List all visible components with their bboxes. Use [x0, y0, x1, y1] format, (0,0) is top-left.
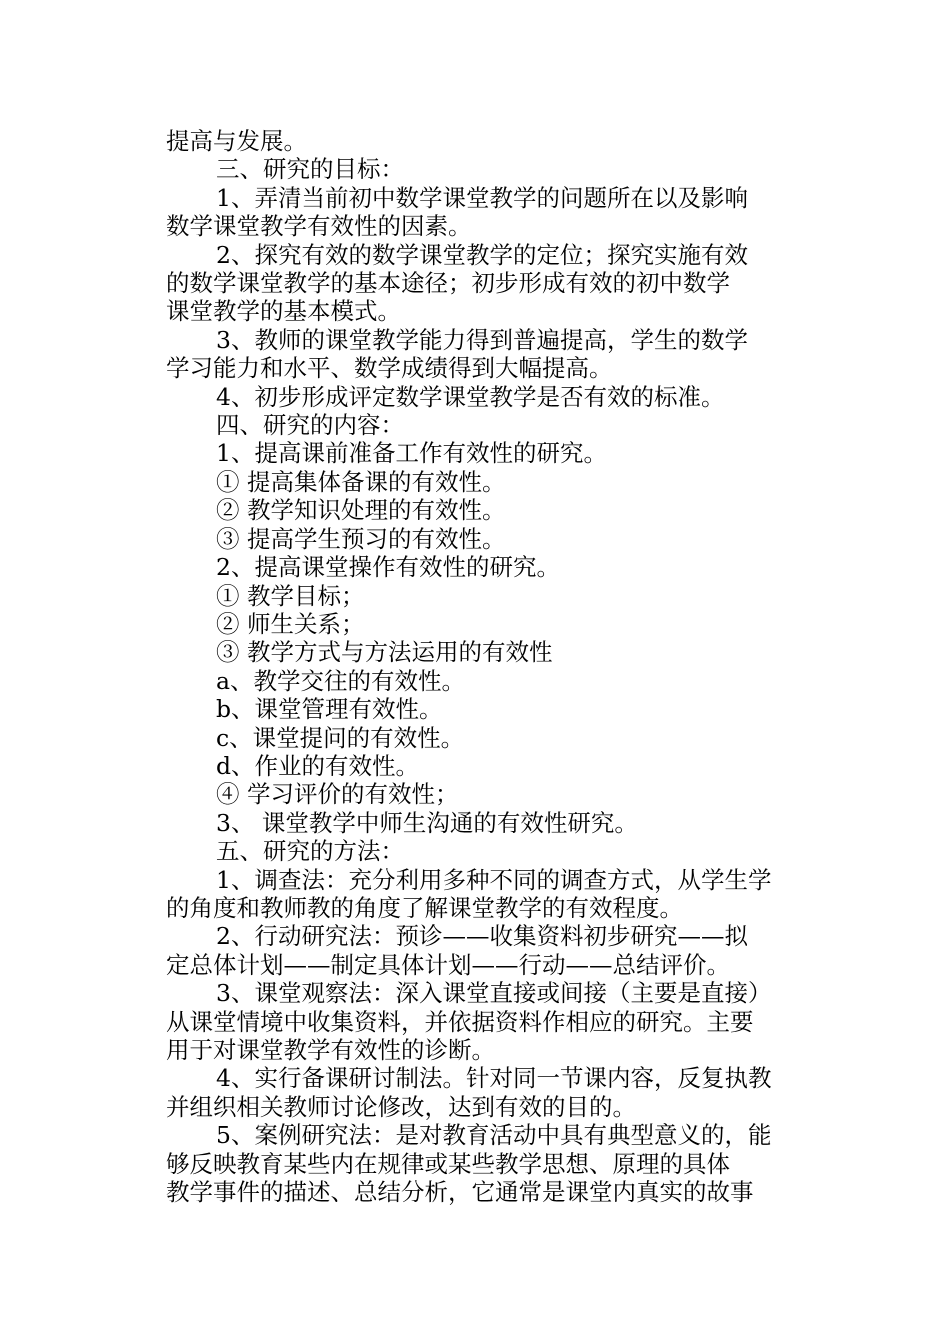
- text-line: 3、课堂观察法：深入课堂直接或间接（主要是直接）: [216, 979, 772, 1008]
- text-line: ① 提高集体备课的有效性。: [216, 467, 506, 496]
- text-line: 够反映教育某些内在规律或某些教学思想、原理的具体: [166, 1149, 730, 1178]
- text-line: c、课堂提问的有效性。: [216, 723, 465, 752]
- text-line: 1、提高课前准备工作有效性的研究。: [216, 439, 607, 468]
- text-line: 四、研究的内容：: [216, 411, 404, 440]
- text-line: ① 教学目标；: [216, 581, 365, 610]
- text-line: 4、实行备课研讨制法。针对同一节课内容，反复执教: [216, 1064, 772, 1093]
- text-line: 3、教师的课堂教学能力得到普遍提高，学生的数学: [216, 325, 748, 354]
- text-line: 2、探究有效的数学课堂教学的定位；探究实施有效: [216, 240, 748, 269]
- text-line: d、作业的有效性。: [216, 751, 420, 780]
- text-line: 2、行动研究法：预诊——收集资料初步研究——拟: [216, 922, 748, 951]
- text-line: a、教学交往的有效性。: [216, 666, 466, 695]
- text-line: ③ 提高学生预习的有效性。: [216, 524, 506, 553]
- text-line: 三、研究的目标：: [216, 155, 404, 184]
- text-line: 课堂教学的基本模式。: [166, 297, 401, 326]
- text-line: 5、案例研究法：是对教育活动中具有典型意义的，能: [216, 1121, 772, 1150]
- text-line: 五、研究的方法：: [216, 837, 404, 866]
- text-line: 并组织相关教师讨论修改，达到有效的目的。: [166, 1092, 636, 1121]
- text-line: 2、提高课堂操作有效性的研究。: [216, 553, 560, 582]
- text-line: 定总体计划——制定具体计划——行动——总结评价。: [166, 950, 730, 979]
- text-line: 学习能力和水平、数学成绩得到大幅提高。: [166, 354, 613, 383]
- text-line: 1、调查法：充分利用多种不同的调查方式，从学生学: [216, 865, 772, 894]
- text-line: 的角度和教师教的角度了解课堂教学的有效程度。: [166, 893, 683, 922]
- text-line: ③ 教学方式与方法运用的有效性: [216, 638, 553, 667]
- text-line: 的数学课堂教学的基本途径；初步形成有效的初中数学: [166, 269, 730, 298]
- text-line: 数学课堂教学有效性的因素。: [166, 212, 472, 241]
- text-line: 3、 课堂教学中师生沟通的有效性研究。: [216, 808, 638, 837]
- text-line: 教学事件的描述、总结分析，它通常是课堂内真实的故事: [166, 1178, 754, 1207]
- text-line: 1、弄清当前初中数学课堂教学的问题所在以及影响: [216, 183, 748, 212]
- text-line: ② 师生关系；: [216, 609, 365, 638]
- text-line: 从课堂情境中收集资料，并依据资料作相应的研究。主要: [166, 1007, 754, 1036]
- text-line: 提高与发展。: [166, 127, 307, 155]
- text-line: 用于对课堂教学有效性的诊断。: [166, 1036, 495, 1064]
- text-line: ④ 学习评价的有效性；: [216, 780, 459, 809]
- document-body: [166, 127, 788, 1206]
- text-line: ② 教学知识处理的有效性。: [216, 496, 506, 525]
- text-line: b、课堂管理有效性。: [216, 695, 443, 724]
- text-line: 4、初步形成评定数学课堂教学是否有效的标准。: [216, 382, 725, 411]
